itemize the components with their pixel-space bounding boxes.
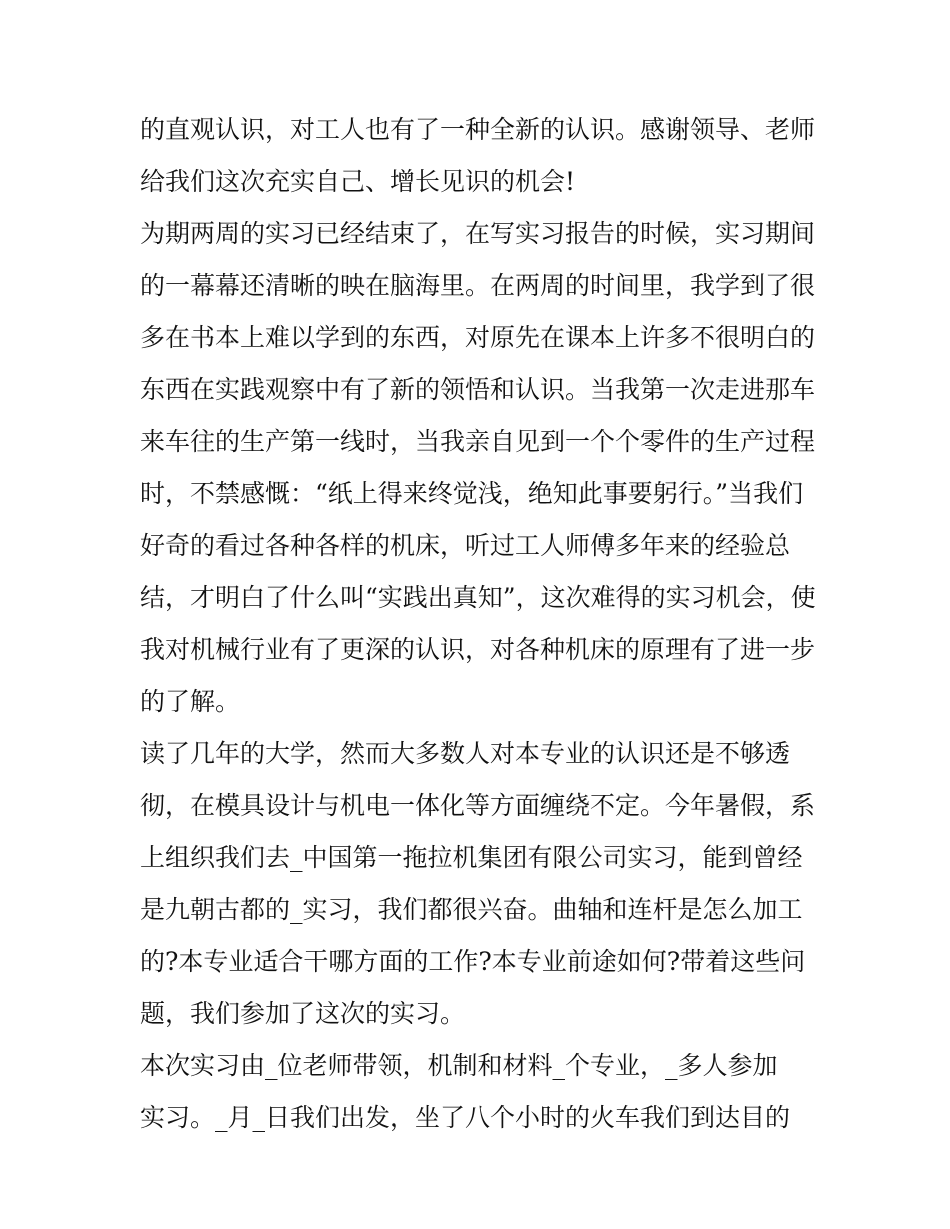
text-line: 本次实习由_位老师带领，机制和材料_个专业，_多人参加 [140, 1051, 778, 1080]
text-line: 东西在实践观察中有了新的领悟和认识。当我第一次走进那车 [140, 375, 816, 404]
text-line: 实习。_月_日我们出发，坐了八个小时的火车我们到达目的 [140, 1103, 791, 1132]
text-line: 彻，在模具设计与机电一体化等方面缠绕不定。今年暑假，系 [140, 791, 816, 820]
text-line: 好奇的看过各种各样的机床，听过工人师傅多年来的经验总 [140, 531, 791, 560]
text-line: 的一幕幕还清晰的映在脑海里。在两周的时间里，我学到了很 [140, 271, 816, 300]
text-line: 的了解。 [140, 687, 241, 716]
text-line: 为期两周的实习已经结束了，在写实习报告的时候，实习期间 [140, 219, 816, 248]
body-text [140, 104, 820, 1144]
text-line: 时，不禁感慨：“纸上得来终觉浅，绝知此事要躬行。”当我们 [140, 479, 804, 508]
text-line: 结，才明白了什么叫“实践出真知”，这次难得的实习机会，使 [140, 583, 816, 612]
text-line: 的?本专业适合干哪方面的工作?本专业前途如何?带着这些问 [140, 947, 806, 976]
text-line: 我对机械行业有了更深的认识，对各种机床的原理有了进一步 [140, 635, 816, 664]
text-line: 给我们这次充实自己、增长见识的机会! [140, 167, 576, 196]
text-line: 读了几年的大学，然而大多数人对本专业的认识还是不够透 [140, 739, 791, 768]
text-line: 题，我们参加了这次的实习。 [140, 999, 466, 1028]
text-line: 上组织我们去_中国第一拖拉机集团有限公司实习，能到曾经 [140, 843, 803, 872]
text-line: 多在书本上难以学到的东西，对原先在课本上许多不很明白的 [140, 323, 816, 352]
text-line: 来车往的生产第一线时，当我亲自见到一个个零件的生产过程 [140, 427, 816, 456]
text-line: 是九朝古都的_实习，我们都很兴奋。曲轴和连杆是怎么加工 [140, 895, 803, 924]
text-line: 的直观认识，对工人也有了一种全新的认识。感谢领导、老师 [140, 115, 816, 144]
